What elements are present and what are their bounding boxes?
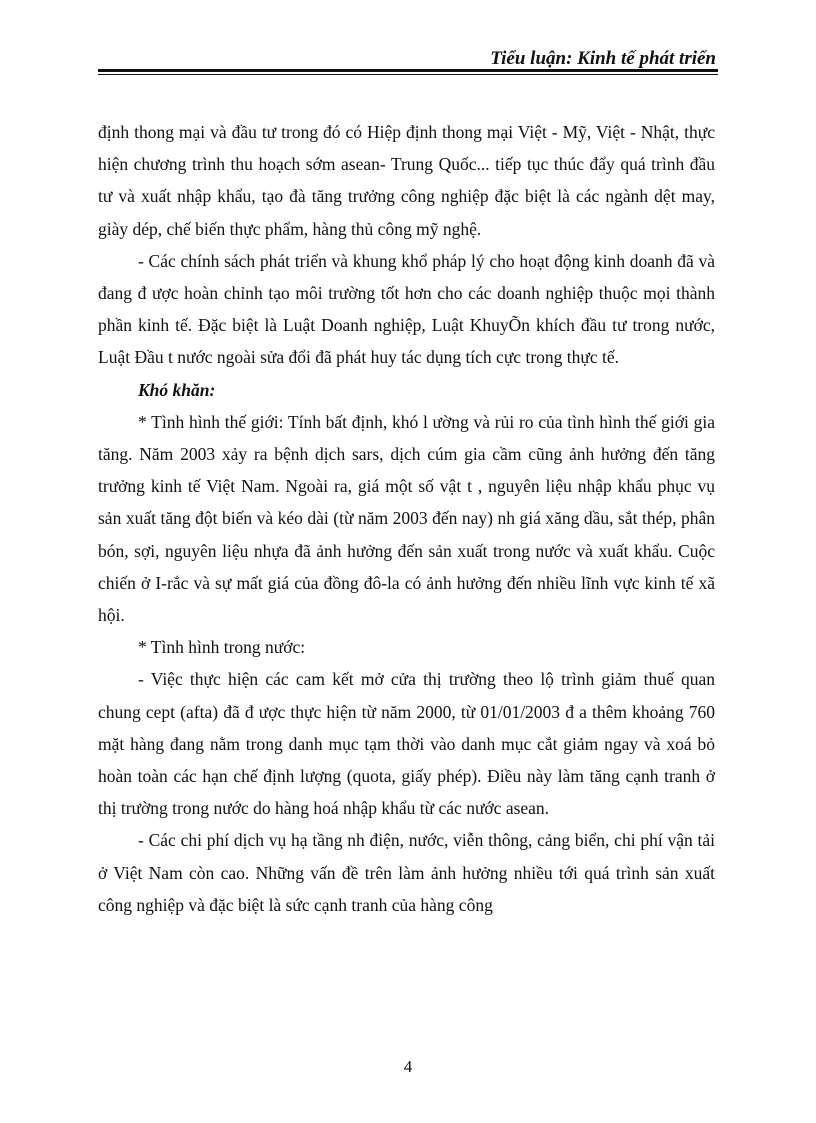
paragraph-cept-afta: - Việc thực hiện các cam kết mở cửa thị trường theo lộ trình giảm thuế quan chung cept (afta) đã đ ược thực hiện từ năm 2000, từ 01/01/2003 đ a thêm khoảng 760 mặt hàng đang nằm trong danh mục tạm thời vào danh mục cắt giảm ngay và xoá bỏ hoàn toàn các hạn chế định lượng (quota, giấy phép). Điều này làm tăng cạnh tranh ở thị trường trong nước do hàng hoá nhập khẩu từ các nước asean. [98,669,715,819]
paragraph-world-situation: * Tình hình thế giới: Tính bất định, khó l ường và rủi ro của tình hình thế giới gia tăng. Năm 2003 xảy ra bệnh dịch sars, dịch cúm gia cầm cũng ảnh hưởng đến tăng trưởng kinh tế Việt Nam. Ngoài ra, giá một số vật t , nguyên liệu nhập khẩu phục vụ sản xuất tăng đột biến và kéo dài (từ năm 2003 đến nay) nh giá xăng dầu, sắt thép, phân bón, sợi, nguyên liệu nhựa đã ảnh hưởng đến sản xuất trong nước và xuất khẩu. Cuộc chiến ở I-rắc và sự mất giá của đồng đô-la có ảnh hưởng đến nhiều lĩnh vực kinh tế xã hội. [98,411,715,626]
header-title: Tiểu luận: Kinh tế phát triển [490,48,716,69]
header-rule-thin [98,74,718,75]
paragraph-policy-framework: - Các chính sách phát triển và khung khổ pháp lý cho hoạt động kinh doanh đã và đang đ ược hoàn chỉnh tạo môi trường tốt hơn cho các doanh nghiệp thuộc mọi thành phần kinh tế. Đặc biệt là Luật Doanh nghiệp, Luật KhuyÕn khích đầu tư trong nước, Luật Đầu t nước ngoài sửa đổi đã phát huy tác dụng tích cực trong thực tế. [98,250,715,368]
section-heading-difficulties: Khó khăn: [138,379,216,400]
header-rule-thick [98,69,718,72]
paragraph-trade-agreements: định thong mại và đầu tư trong đó có Hiệp định thong mại Việt - Mỹ, Việt - Nhật, thực hiện chương trình thu hoạch sớm asean- Trung Quốc... tiếp tục thúc đẩy quá trình đầu tư và xuất nhập khẩu, tạo đà tăng trưởng công nghiệp đặc biệt là các ngành dệt may, giày dép, chế biến thực phẩm, hàng thủ công mỹ nghệ. [98,122,715,239]
paragraph-domestic-heading: * Tình hình trong nước: [138,637,306,658]
page-header [98,44,718,78]
paragraph-infrastructure-costs: - Các chi phí dịch vụ hạ tầng nh điện, nước, viễn thông, cảng biển, chi phí vận tải ở Việt Nam còn cao. Những vấn đề trên làm ảnh hưởng nhiều tới quá trình sản xuất công nghiệp và đặc biệt là sức cạnh tranh của hàng công [98,830,715,915]
body-text [98,116,715,921]
page-number: 4 [403,1057,413,1076]
